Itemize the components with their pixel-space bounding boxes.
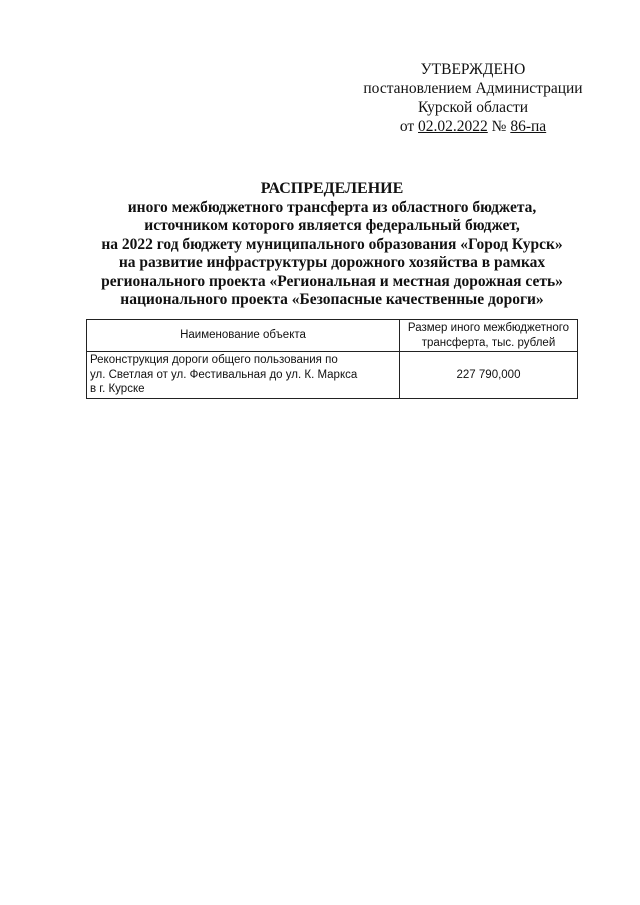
- object-name-line: ул. Светлая от ул. Фестивальная до ул. К. Маркса: [90, 368, 358, 381]
- object-name-cell: [87, 352, 400, 399]
- heading-line: источником которого является федеральный бюджет,: [144, 217, 520, 234]
- heading-line: национального проекта «Безопасные качественные дороги»: [120, 291, 544, 308]
- approval-number: 86-па: [510, 118, 547, 135]
- heading-line: на развитие инфраструктуры дорожного хозяйства в рамках: [118, 254, 546, 271]
- column-header-transfer-amount: Размер иного межбюджетного трансферта, тыс. рублей: [400, 320, 578, 352]
- column-header-object-name: Наименование объекта: [87, 320, 400, 352]
- approval-date-prefix: от: [399, 118, 419, 135]
- distribution-table: [86, 319, 578, 399]
- transfer-amount-cell: 227 790,000: [400, 352, 578, 399]
- heading-line: на 2022 год бюджету муниципального образования «Город Курск»: [101, 235, 563, 253]
- approval-issuer: постановлением Администрации: [363, 80, 583, 97]
- heading-line: регионального проекта «Региональная и местная дорожная сеть»: [101, 272, 563, 290]
- approval-date: 02.02.2022: [418, 118, 488, 135]
- approval-date-line: [355, 117, 591, 136]
- approval-title: УТВЕРЖДЕНО: [420, 61, 526, 78]
- document-title: РАСПРЕДЕЛЕНИЕ: [260, 180, 404, 197]
- approval-region: Курской области: [417, 99, 529, 116]
- table-row: [87, 352, 578, 399]
- approval-number-prefix: №: [487, 118, 511, 135]
- document-heading: [70, 180, 594, 310]
- heading-line: иного межбюджетного трансферта из областного бюджета,: [127, 198, 537, 216]
- table-header-row: [87, 320, 578, 352]
- object-name-line: Реконструкция дороги общего пользования по: [90, 354, 338, 366]
- approval-block: [355, 60, 591, 136]
- object-name-line: в г. Курске: [90, 383, 145, 395]
